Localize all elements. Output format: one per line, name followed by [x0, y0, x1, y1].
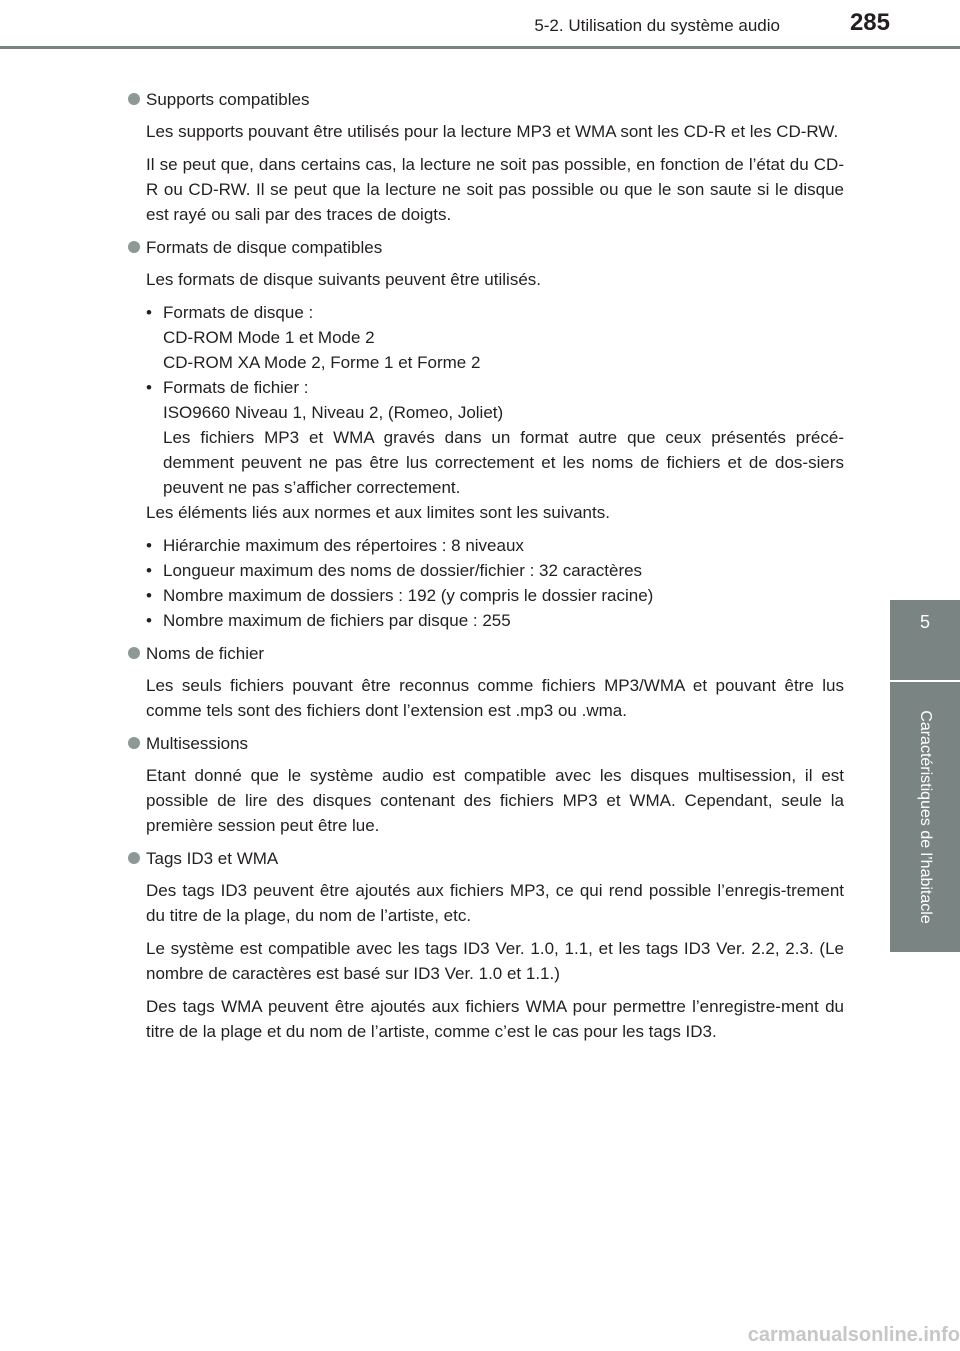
paragraph: Les supports pouvant être utilisés pour la lecture MP3 et WMA sont les CD-R et les CD-RW. [146, 122, 839, 141]
section-heading: Tags ID3 et WMA [126, 846, 844, 871]
paragraph: Les seuls fichiers pouvant être reconnus comme fichiers MP3/WMA et pouvant être lus comme tels sont des fichiers dont l’extension est .mp3 ou .wma. [146, 676, 844, 720]
section-heading: Noms de fichier [126, 641, 844, 666]
list-item: • Nombre maximum de fichiers par disque : 255 [146, 608, 844, 633]
paragraph: Les formats de disque suivants peuvent être utilisés. [146, 270, 541, 289]
page-number: 285 [849, 9, 890, 36]
paragraph: Des tags ID3 peuvent être ajoutés aux fichiers MP3, ce qui rend possible l’enregis-trement du titre de la plage, du nom de l’artiste, etc. [146, 881, 844, 925]
bullet-dot-icon [128, 852, 140, 864]
list-item: • Formats de disque : CD-ROM Mode 1 et Mode 2 CD-ROM XA Mode 2, Forme 1 et Forme 2 [146, 300, 844, 375]
format-list [146, 300, 844, 500]
list-item: • Formats de fichier : ISO9660 Niveau 1, Niveau 2, (Romeo, Joliet) Les fichiers MP3 et WMA gravés dans un format autre que ceux présentés précé-demment peuvent ne pas être lus correctement et les noms de fichiers et de dos-siers peuvent ne pas s’afficher correctement. [146, 375, 844, 500]
list-bullet: • [146, 611, 152, 630]
list-bullet: • [146, 561, 152, 580]
section-heading: Supports compatibles [126, 87, 844, 112]
list-item: • Nombre maximum de dossiers : 192 (y compris le dossier racine) [146, 583, 844, 608]
bullet-dot-icon [128, 737, 140, 749]
watermark: carmanualsonline.info [747, 1324, 960, 1346]
bullet-dot-icon [128, 93, 140, 105]
bullet-dot-icon [128, 241, 140, 253]
main-content [126, 87, 844, 1052]
chapter-label: Caractéristiques de l’habitacle [917, 710, 934, 924]
bullet-dot-icon [128, 647, 140, 659]
paragraph: Etant donné que le système audio est compatible avec les disques multisession, il est possible de lire des disques contenant des fichiers MP3 et WMA. Cependant, seule la première session peut être lue. [146, 766, 844, 835]
paragraph: Des tags WMA peuvent être ajoutés aux fichiers WMA pour permettre l’enregistre-ment du titre de la plage et du nom de l’artiste, comme c’est le cas pour les tags ID3. [146, 997, 844, 1041]
chapter-number: 5 [919, 612, 930, 632]
chapter-label-tab [890, 682, 960, 952]
list-bullet: • [146, 536, 152, 555]
list-bullet: • [146, 303, 152, 322]
list-bullet: • [146, 586, 152, 605]
chapter-tab [890, 600, 960, 680]
section-title: 5-2. Utilisation du système audio [534, 16, 780, 35]
list-item: • Longueur maximum des noms de dossier/fichier : 32 caractères [146, 558, 844, 583]
paragraph: Les éléments liés aux normes et aux limites sont les suivants. [146, 503, 610, 522]
section-heading: Formats de disque compatibles [126, 235, 844, 260]
paragraph: Le système est compatible avec les tags ID3 Ver. 1.0, 1.1, et les tags ID3 Ver. 2.2, 2.3. (Le nombre de caractères est basé sur ID3 Ver. 1.0 et 1.1.) [146, 939, 844, 983]
list-item: • Hiérarchie maximum des répertoires : 8 niveaux [146, 533, 844, 558]
paragraph: Il se peut que, dans certains cas, la lecture ne soit pas possible, en fonction de l’état du CD-R ou CD-RW. Il se peut que la lecture ne soit pas possible ou que le son saute si le disque est rayé ou sali par des traces de doigts. [146, 155, 844, 224]
header-rule [0, 46, 960, 49]
section-heading: Multisessions [126, 731, 844, 756]
list-bullet: • [146, 378, 152, 397]
limits-list [146, 533, 844, 633]
